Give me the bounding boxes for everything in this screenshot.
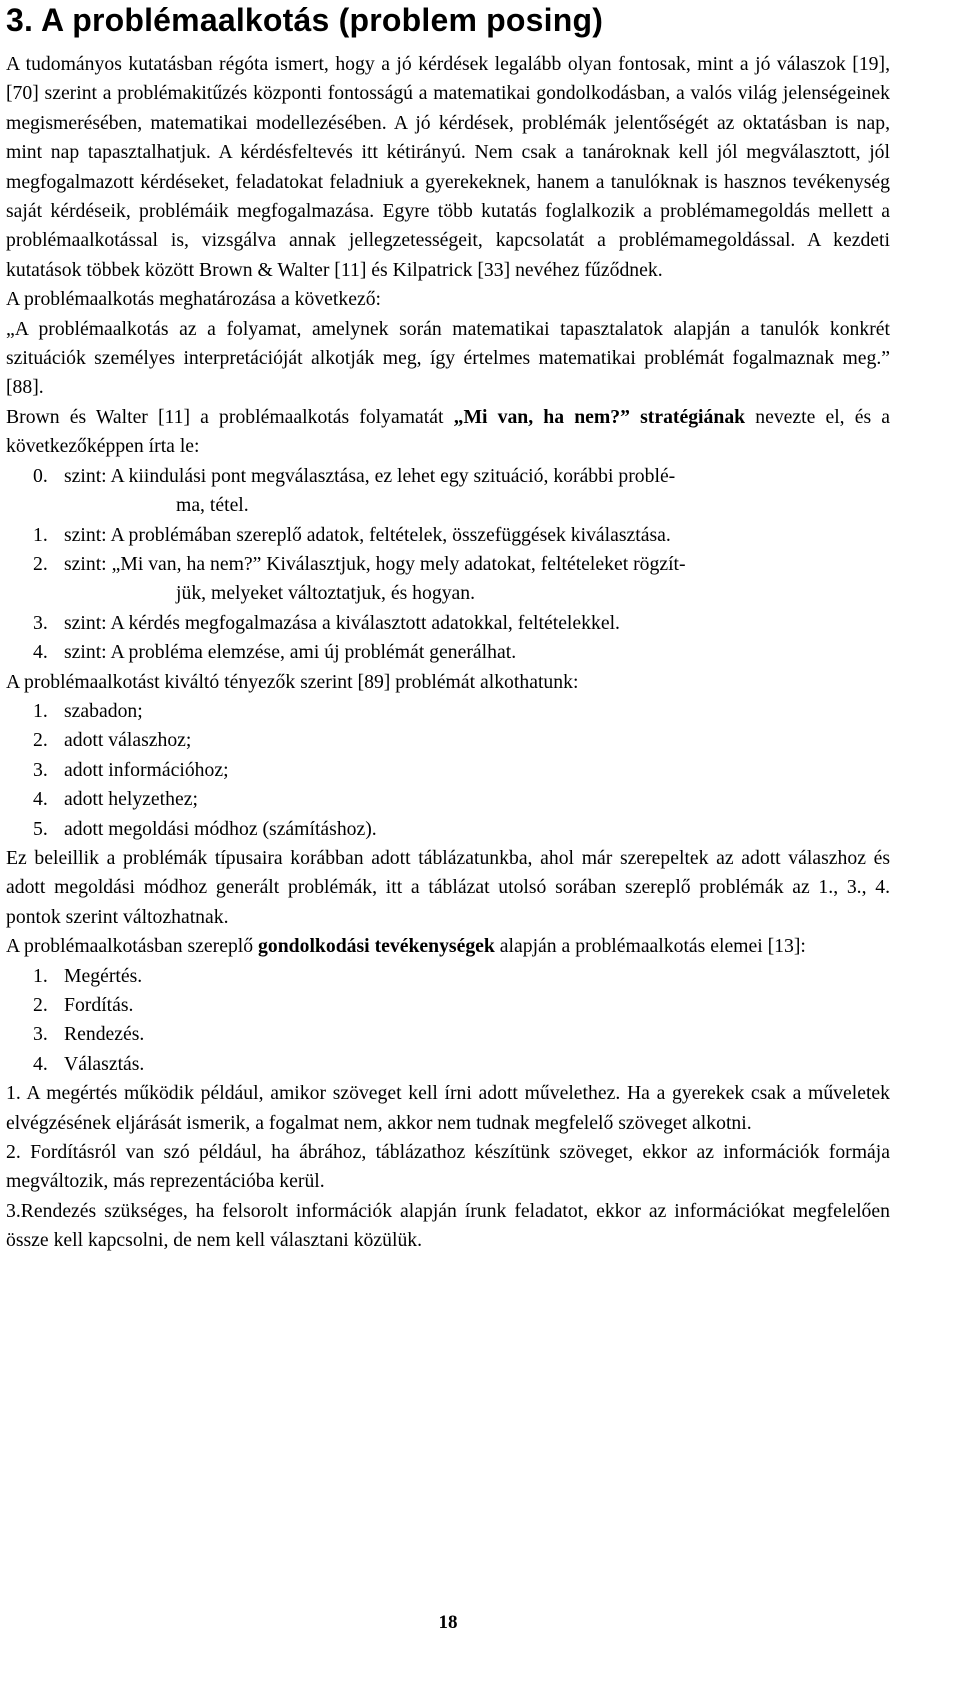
list-item-text: Választás.	[64, 1052, 145, 1075]
list-item-number: 4.	[33, 641, 48, 664]
list-item	[6, 609, 890, 638]
list-item-number: 5.	[33, 817, 48, 840]
list-item-text: szint: A problémában szereplő adatok, feltételek, összefüggések kiválasztása.	[64, 523, 671, 546]
strategy-text-before: Brown és Walter [11] a problémaalkotás folyamatát	[6, 405, 454, 428]
list-item-text: adott válaszhoz;	[64, 729, 192, 752]
section-title: 3. A problémaalkotás (problem posing)	[6, 2, 604, 38]
list-item	[6, 785, 890, 814]
activities-text-before: A problémaalkotásban szereplő	[6, 935, 259, 958]
strategy-text-after: nevezte el, és a következőképpen írta le:	[6, 405, 890, 458]
list-item	[6, 1020, 890, 1049]
list-item	[6, 638, 890, 667]
list-item-number: 1.	[33, 964, 48, 987]
list-item-number: 3.	[33, 1023, 48, 1046]
strategy-paragraph	[6, 403, 890, 462]
list-item-number: 3.	[33, 611, 48, 634]
list-item-text: adott információhoz;	[64, 758, 229, 781]
list-item-text: szint: A probléma elemzése, ami új problémát generálhat.	[64, 641, 517, 664]
list-item-text: Megértés.	[64, 964, 143, 987]
list-item	[6, 962, 890, 991]
list-item-number: 2.	[33, 729, 48, 752]
definition-quote: „A problémaalkotás az a folyamat, amelynek során matematikai tapasztalatok alapján a tanulók konkrét szituációk személyes interpretációját alkotják meg, így értelmes matematikai problémát fogalmaznak meg.” [88].	[6, 317, 890, 399]
factors-intro: A problémaalkotást kiváltó tényezők szerint [89] problémát alkothatunk:	[6, 670, 579, 693]
list-item-text: szint: „Mi van, ha nem?” Kiválasztjuk, hogy mely adatokat, feltételeket rögzít-	[64, 552, 686, 575]
understanding-paragraph: 1. A megértés működik például, amikor szöveget kell írni adott művelethez. Ha a gyerekek csak a műveletek elvégzésének eljárását ismerik, a fogalmat nem, akkor nem tudnak megfelelő szöveget alkotni.	[6, 1082, 890, 1134]
list-item-number: 2.	[33, 552, 48, 575]
list-item-number: 1.	[33, 699, 48, 722]
levels-list	[6, 462, 890, 668]
list-item-continuation: ma, tétel.	[176, 494, 249, 517]
page-number: 18	[438, 1612, 458, 1633]
factors-list	[6, 697, 890, 844]
list-item	[6, 991, 890, 1020]
list-item-number: 4.	[33, 1052, 48, 1075]
activities-text-after: alapján a problémaalkotás elemei [13]:	[494, 935, 806, 958]
activities-term: gondolkodási tevékenységek	[258, 935, 495, 958]
activities-paragraph	[6, 932, 890, 961]
list-item-text: adott helyzethez;	[64, 788, 198, 811]
list-item	[6, 462, 890, 521]
list-item	[6, 726, 890, 755]
list-item-number: 2.	[33, 994, 48, 1016]
ordering-paragraph: 3.Rendezés szükséges, ha felsorolt információk alapján írunk feladatot, ekkor az információkat megfelelően össze kell kapcsolni, de nem kell választani közülük.	[6, 1199, 890, 1252]
document-body	[6, 50, 890, 1256]
table-note-paragraph: Ez beleillik a problémák típusaira korábban adott táblázatunkba, ahol már szerepeltek az adott válaszhoz és adott megoldási módhoz generált problémák, itt a táblázat utolsó sorában szereplő problémák az 1., 3., 4. pontok szerint változhatnak.	[6, 846, 890, 928]
list-item-text: szabadon;	[64, 699, 143, 722]
list-item-number: 4.	[33, 788, 48, 811]
list-item	[6, 550, 890, 609]
list-item	[6, 815, 890, 844]
definition-intro: A problémaalkotás meghatározása a következő:	[6, 288, 382, 311]
list-item	[6, 1050, 890, 1079]
intro-paragraph: A tudományos kutatásban régóta ismert, hogy a jó kérdések legalább olyan fontosak, mint a jó válaszok [19], [70] szerint a problémakitűzés központi fontosságú a matematikai gondolkodásban, a valós világ jelenségeinek megismerésében, matematikai modellezésében. A jó kérdések, problémák jelentőségét az oktatásban is nap, mint nap tapasztalhatjuk. A kérdésfeltevés itt kétirányú. Nem csak a tanároknak kell jól megválasztott, jól megfogalmazott kérdéseket, feladatokat feladniuk a gyerekeknek, hanem a tanulóknak is hasznos tevékenység saját kérdéseik, problémáik megfogalmazása. Egyre több kutatás foglalkozik a problémamegoldás mellett a problémaalkotással is, vizsgálva annak jellegzetességeit, kapcsolatát a problémamegoldással. A kezdeti kutatások többek között Brown & Walter [11] és Kilpatrick [33] nevéhez fűződnek.	[6, 53, 890, 281]
list-item-text: Rendezés.	[64, 1023, 145, 1046]
translation-paragraph: 2. Fordításról van szó például, ha ábrához, táblázathoz készítünk szöveget, ekkor az információk formája megváltozik, más reprezentációba kerül.	[6, 1141, 890, 1193]
strategy-name: „Mi van, ha nem?” stratégiának	[453, 405, 746, 428]
elements-list	[6, 962, 890, 1080]
list-item	[6, 521, 890, 550]
list-item-continuation: jük, melyeket változtatjuk, és hogyan.	[176, 582, 476, 605]
list-item-text: Fordítás.	[64, 994, 134, 1016]
list-item	[6, 697, 890, 726]
list-item-text: szint: A kiindulási pont megválasztása, ez lehet egy szituáció, korábbi problé-	[64, 464, 676, 487]
list-item-text: szint: A kérdés megfogalmazása a kiválasztott adatokkal, feltételekkel.	[64, 611, 620, 634]
list-item-number: 0.	[33, 464, 48, 487]
list-item-number: 3.	[33, 758, 48, 781]
list-item	[6, 756, 890, 785]
list-item-number: 1.	[33, 523, 48, 546]
list-item-text: adott megoldási módhoz (számításhoz).	[64, 817, 377, 840]
